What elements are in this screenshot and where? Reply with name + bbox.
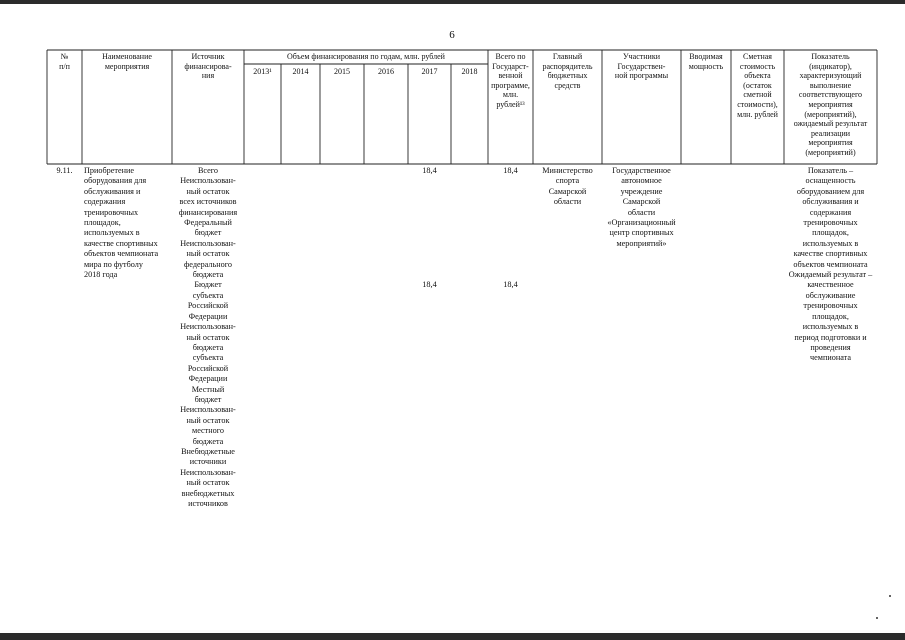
header-participants: Участники Государствен- ной программы (614, 52, 669, 81)
header-year-2016: 2016 (378, 67, 394, 76)
row-sources: Всего Неиспользован- ный остаток всех источников финансирования Федеральный бюджет Неиспользован- ный остаток федерального бюджета Бюджет субъекта Российской Федерации Неиспользован- ный остаток бюджета субъекта Российской Федерации Местный бюджет Неиспользован- ный остаток местного бюджета Внебюджетные источники Неиспользован- ный остаток внебюджетных источников (178, 166, 238, 508)
value-subject-2017: 18,4 (422, 280, 437, 289)
header-year-2017: 2017 (421, 67, 438, 76)
header-name: Наименование мероприятия (102, 52, 152, 71)
header-estimate: Сметная стоимость объекта (остаток сметной стоимости), млн. рублей (737, 52, 778, 119)
header-number: № п/п (59, 52, 70, 71)
row-participants: Государственное автономное учреждение Самарской области «Организационный центр спортивных мероприятий» (607, 166, 676, 248)
header-year-2013: 2013¹ (253, 67, 272, 76)
value-total-2017: 18,4 (422, 166, 437, 175)
header-year-2015: 2015 (334, 67, 350, 76)
value-total-program: 18,4 (503, 166, 518, 175)
page-number: 6 (449, 29, 455, 41)
header-capacity: Вводимая мощность (688, 52, 724, 71)
scan-speck (889, 595, 891, 597)
header-year-2018: 2018 (461, 67, 478, 76)
row-name: Приобретение оборудования для обслуживания и содержания тренировочных площадок, используемых в качестве спортивных объектов чемпионата мира по футболу 2018 года (84, 166, 159, 280)
header-manager: Главный распорядитель бюджетных средств (542, 52, 593, 90)
header-source: Источник финансирова- ния (184, 52, 232, 81)
row-number: 9.11. (56, 166, 73, 175)
bottom-border (0, 633, 905, 640)
scan-speck (876, 617, 878, 619)
header-indicator: Показатель (индикатор), характеризующий выполнение соответствующего мероприятия (мероприятий), ожидаемый результат реализации мероприятия (мероприятий) (793, 52, 868, 157)
row-indicator: Показатель – оснащенность оборудованием для обслуживания и содержания тренировочных площадок, используемых в качестве спортивных объектов чемпионата Ожидаемый результат – качественное обслуживание тренировочных площадок, используемых в период подготовки и проведения чемпионата (788, 166, 873, 363)
row-manager: Министерство спорта Самарской области (542, 166, 593, 207)
header-funding-group: Объем финансирования по годам, млн. рублей (287, 52, 445, 61)
header-total: Всего по Государст- венной программе, млн. рублей¹³ (491, 52, 530, 109)
header-year-2014: 2014 (292, 67, 309, 76)
value-subject-program: 18,4 (503, 280, 518, 289)
